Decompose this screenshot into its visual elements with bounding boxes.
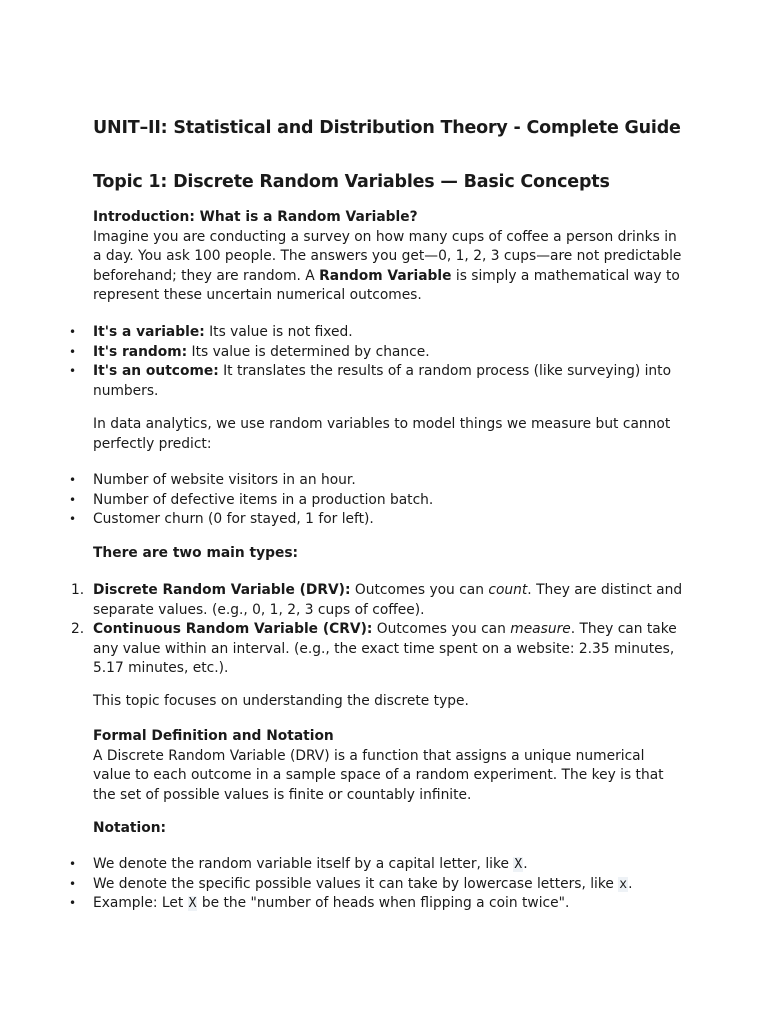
formal-heading: Formal Definition and Notation bbox=[93, 728, 334, 744]
document-title: UNIT–II: Statistical and Distribution Theory - Complete Guide bbox=[93, 118, 681, 138]
list-item: • Customer churn (0 for stayed, 1 for left). bbox=[93, 510, 683, 530]
list-item bbox=[93, 343, 683, 363]
intro-bold-term: Random Variable bbox=[319, 267, 452, 284]
property-term: It's random: bbox=[93, 343, 188, 360]
formal-section bbox=[93, 727, 683, 805]
list-number: 2. bbox=[71, 621, 85, 637]
notation-text: Example: Let bbox=[93, 895, 188, 911]
type-term: Discrete Random Variable (DRV): bbox=[93, 582, 351, 598]
type-emphasis: count bbox=[488, 582, 528, 598]
property-term: It's a variable: bbox=[93, 324, 205, 340]
list-item: • Number of defective items in a production batch. bbox=[93, 491, 683, 511]
analytics-examples-list bbox=[93, 471, 683, 530]
list-item bbox=[71, 620, 683, 679]
type-text: . They can take any value within an interval. (e.g., the exact time spent on a website: 2.35 minutes, 5.17 minutes, etc.). bbox=[93, 621, 677, 676]
property-term: It's an outcome: bbox=[93, 363, 219, 379]
type-text: Outcomes you can bbox=[372, 621, 511, 637]
list-item bbox=[93, 875, 683, 895]
notation-text: be the "number of heads when flipping a coin twice". bbox=[197, 895, 570, 911]
inline-code: x bbox=[619, 876, 628, 892]
intro-paragraph bbox=[93, 228, 683, 306]
property-text: Its value is not fixed. bbox=[204, 324, 353, 340]
formal-paragraph: A Discrete Random Variable (DRV) is a function that assigns a unique numerical value to each outcome in a sample space of a random experiment. The key is that the set of possible values is finite or countably infinite. bbox=[93, 747, 664, 803]
list-item bbox=[71, 581, 683, 620]
list-item bbox=[93, 894, 683, 914]
list-number: 1. bbox=[71, 582, 85, 598]
list-item bbox=[93, 323, 683, 343]
list-item: • Number of website visitors in an hour. bbox=[93, 471, 683, 491]
intro-text-start: Imagine you are conducting a survey on how many cups of coffee a person drinks in a day. You ask 100 people. The answers you get—0, 1, 2, 3 cups—are not predictable beforehand; they are random. A bbox=[93, 228, 682, 284]
types-heading: There are two main types: bbox=[93, 545, 299, 561]
intro-section bbox=[93, 208, 683, 306]
notation-list bbox=[93, 855, 683, 914]
types-list bbox=[71, 581, 683, 679]
focus-paragraph: This topic focuses on understanding the discrete type. bbox=[93, 693, 469, 709]
notation-text: . bbox=[523, 856, 528, 872]
topic-title: Topic 1: Discrete Random Variables — Basic Concepts bbox=[93, 172, 610, 192]
type-text: . They are distinct and separate values. (e.g., 0, 1, 2, 3 cups of coffee). bbox=[93, 582, 683, 618]
notation-text: We denote the specific possible values it can take by lowercase letters, like bbox=[93, 875, 619, 892]
properties-list bbox=[93, 323, 683, 401]
list-item bbox=[93, 362, 683, 401]
notation-text: We denote the random variable itself by a capital letter, like bbox=[93, 856, 514, 872]
notation-heading: Notation: bbox=[93, 820, 167, 836]
notation-text: . bbox=[628, 875, 633, 892]
type-term: Continuous Random Variable (CRV): bbox=[93, 621, 373, 637]
intro-text-end: is simply a mathematical way to represent these uncertain numerical outcomes. bbox=[93, 267, 680, 303]
intro-heading: Introduction: What is a Random Variable? bbox=[93, 209, 418, 225]
list-item bbox=[93, 855, 683, 875]
type-text: Outcomes you can bbox=[350, 582, 489, 598]
inline-code: X bbox=[514, 857, 523, 872]
property-text: It translates the results of a random process (like surveying) into numbers. bbox=[93, 363, 672, 399]
type-emphasis: measure bbox=[510, 621, 571, 637]
analytics-paragraph: In data analytics, we use random variables to model things we measure but cannot perfectly predict: bbox=[93, 416, 671, 452]
inline-code: X bbox=[188, 896, 197, 911]
property-text: Its value is determined by chance. bbox=[187, 343, 430, 360]
